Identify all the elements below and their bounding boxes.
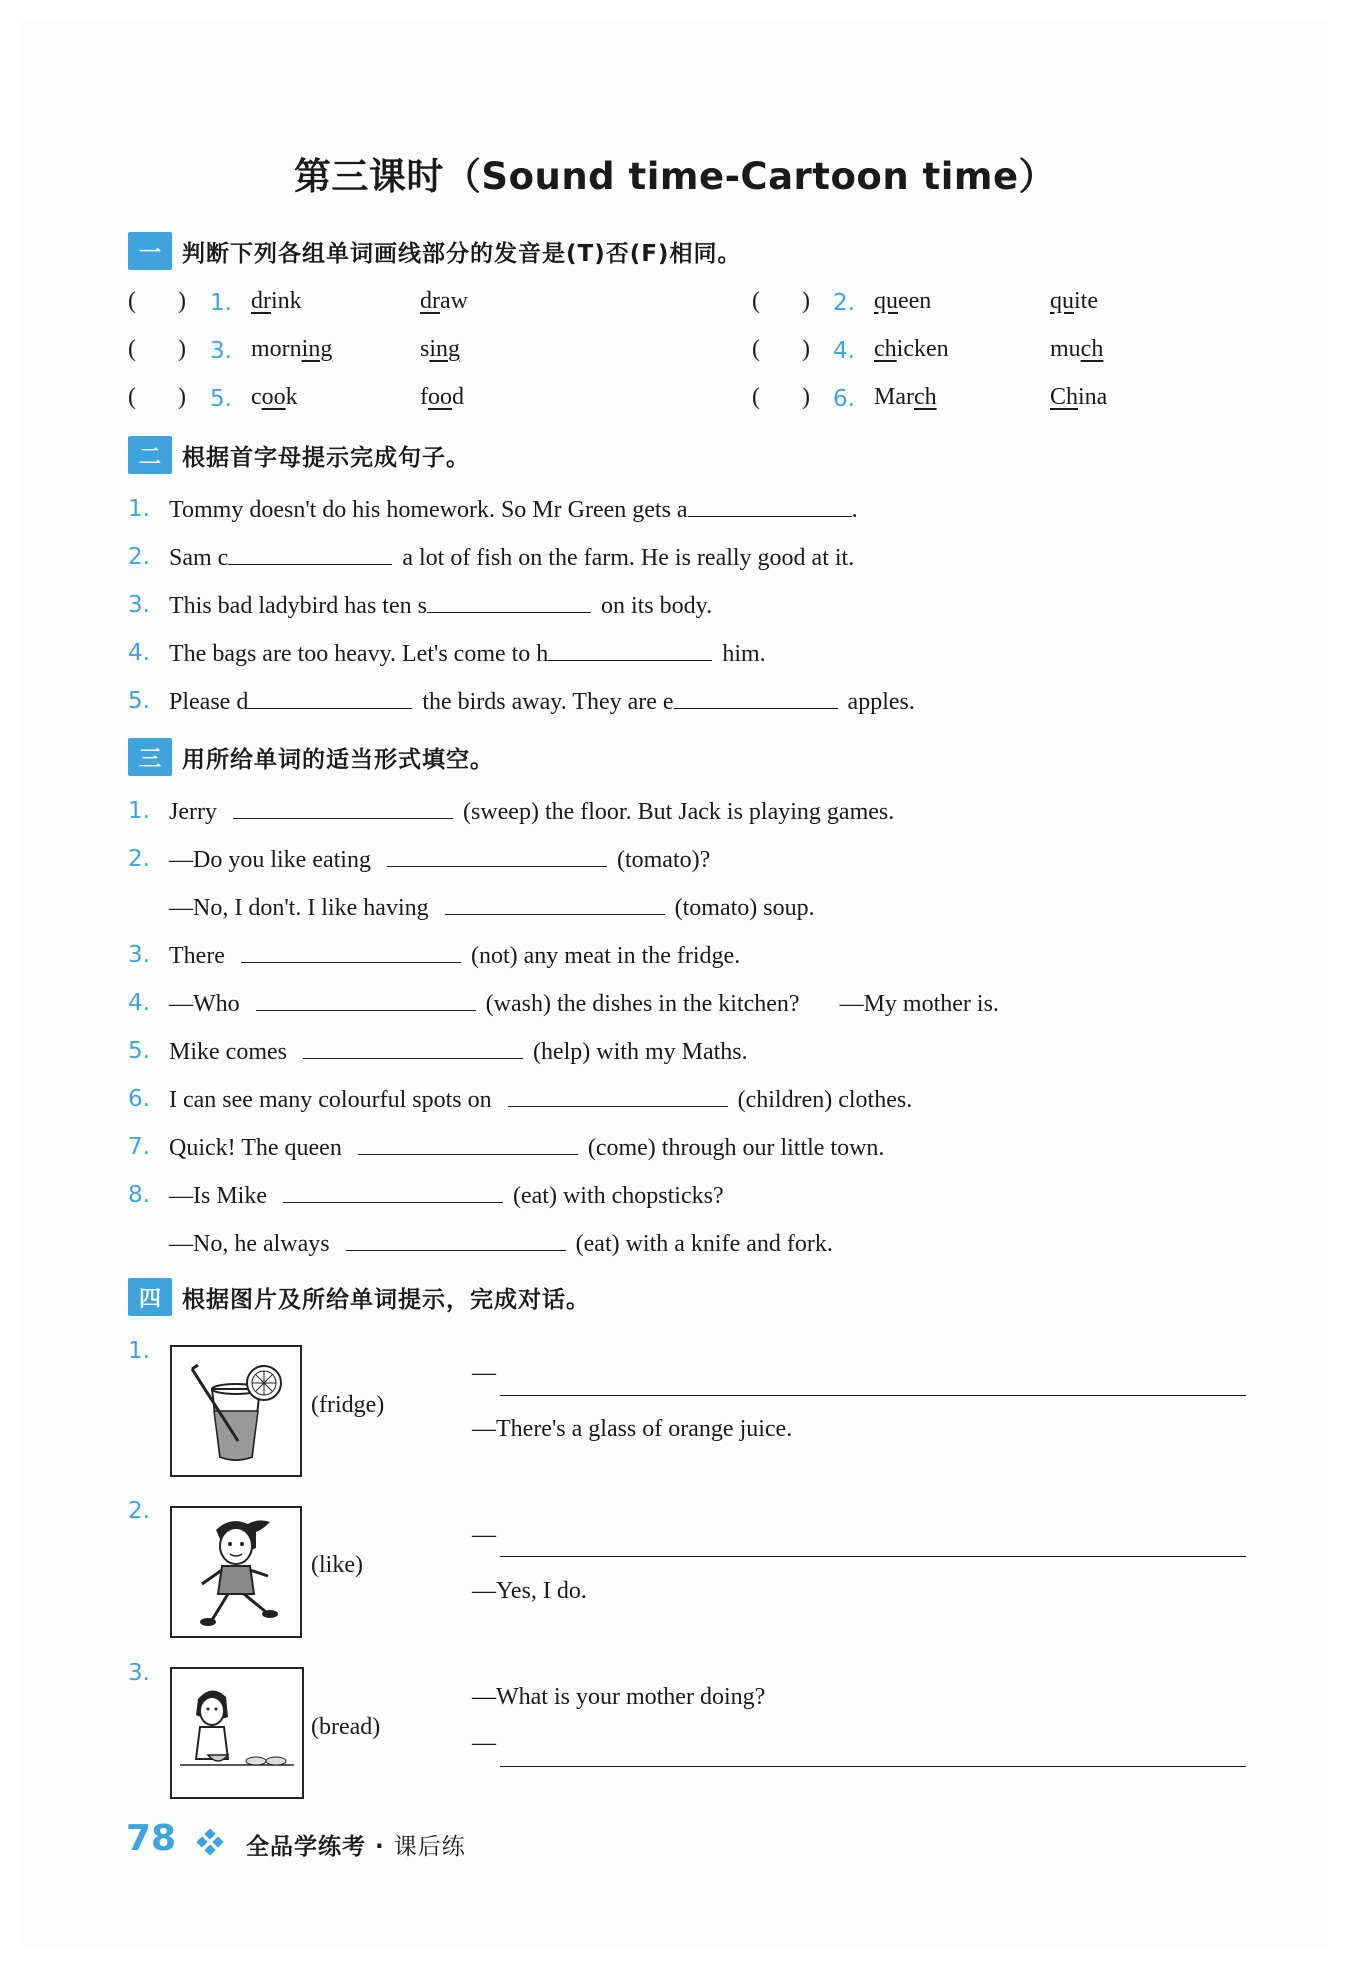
- word-a: chicken: [874, 336, 949, 362]
- sentence: Mike comes (help) with my Maths.: [169, 1036, 748, 1066]
- item-number: 7.: [128, 1134, 150, 1160]
- running-girl-picture: [170, 1506, 302, 1638]
- page-number: 78: [126, 1818, 177, 1859]
- section-title: 用所给单词的适当形式填空。: [182, 746, 494, 773]
- word-a: morning: [251, 336, 333, 362]
- baking-icon: [172, 1669, 302, 1797]
- item-number: 3.: [128, 592, 150, 618]
- sentence: Tommy doesn't do his homework. So Mr Green gets a .: [169, 494, 858, 524]
- word-a: cook: [251, 384, 298, 410]
- item-number: 3.: [128, 942, 150, 968]
- dialogue-line: —: [472, 1522, 496, 1548]
- item-number: 5.: [128, 688, 150, 714]
- item-number: 2.: [128, 846, 150, 872]
- word-b: China: [1050, 384, 1108, 410]
- sentence: Sam c a lot of fish on the farm. He is really good at it.: [169, 542, 854, 572]
- item-number: 2.: [833, 290, 855, 316]
- fill-blank[interactable]: [508, 1084, 728, 1107]
- answer-paren[interactable]: ( ): [752, 384, 810, 410]
- section-header-2: [128, 436, 470, 474]
- item-number: 4.: [128, 640, 150, 666]
- sentence: The bags are too heavy. Let's come to h him.: [169, 638, 766, 668]
- fill-blank[interactable]: [283, 1180, 503, 1203]
- item-number: 5.: [128, 1038, 150, 1064]
- item-number: 1.: [128, 1338, 150, 1364]
- section-title: 根据首字母提示完成句子。: [182, 444, 470, 471]
- answer-paren[interactable]: ( ): [752, 288, 810, 314]
- item-number: 1.: [210, 290, 232, 316]
- dialogue-line: —There's a glass of orange juice.: [472, 1416, 793, 1442]
- mother-baking-picture: [170, 1667, 304, 1799]
- answer-line[interactable]: [500, 1766, 1246, 1767]
- fill-blank[interactable]: [427, 590, 591, 613]
- fill-blank[interactable]: [248, 686, 412, 709]
- answer-line[interactable]: [500, 1556, 1246, 1557]
- word-a: queen: [874, 288, 932, 314]
- word-b: food: [420, 384, 464, 410]
- fill-blank[interactable]: [241, 940, 461, 963]
- answer-paren[interactable]: ( ): [128, 288, 186, 314]
- word-hint: (bread): [311, 1714, 381, 1740]
- fill-blank[interactable]: [548, 638, 712, 661]
- item-number: 6.: [128, 1086, 150, 1112]
- sentence: This bad ladybird has ten s on its body.: [169, 590, 712, 620]
- sentence: Quick! The queen (come) through our little town.: [169, 1132, 884, 1162]
- fill-blank[interactable]: [256, 988, 476, 1011]
- dialogue-line: —: [472, 1360, 496, 1386]
- fill-blank[interactable]: [688, 494, 852, 517]
- section-header-1: [128, 232, 741, 270]
- item-number: 2.: [128, 1498, 150, 1524]
- fill-blank[interactable]: [228, 542, 392, 565]
- orange-juice-icon: [172, 1347, 300, 1475]
- answer-line[interactable]: [500, 1395, 1246, 1396]
- section-header-3: [128, 738, 494, 776]
- fill-blank[interactable]: [387, 844, 607, 867]
- section-badge: 一: [128, 232, 172, 270]
- fill-blank[interactable]: [303, 1036, 523, 1059]
- running-girl-icon: [172, 1508, 300, 1636]
- word-b: draw: [420, 288, 468, 314]
- item-number: 2.: [128, 544, 150, 570]
- word-b: quite: [1050, 288, 1098, 314]
- section-badge: 三: [128, 738, 172, 776]
- item-number: 4.: [128, 990, 150, 1016]
- item-number: 1.: [128, 798, 150, 824]
- item-number: 1.: [128, 496, 150, 522]
- fill-blank[interactable]: [346, 1228, 566, 1251]
- fill-blank[interactable]: [233, 796, 453, 819]
- section-badge: 四: [128, 1278, 172, 1316]
- section-badge: 二: [128, 436, 172, 474]
- answer-paren[interactable]: ( ): [752, 336, 810, 362]
- word-a: March: [874, 384, 937, 410]
- dialogue-line: —Yes, I do.: [472, 1578, 587, 1604]
- word-hint: (fridge): [311, 1392, 385, 1418]
- sentence: Jerry (sweep) the floor. But Jack is playing games.: [169, 796, 894, 826]
- dialogue-line: —What is your mother doing?: [472, 1684, 766, 1710]
- word-a: drink: [251, 288, 302, 314]
- answer-paren[interactable]: ( ): [128, 384, 186, 410]
- diamond-logo-icon: [196, 1828, 224, 1856]
- sentence: —Is Mike (eat) with chopsticks?: [169, 1180, 724, 1210]
- footer-brand: 全品学练考 · 课后练: [246, 1834, 466, 1860]
- sentence: —No, I don't. I like having (tomato) soup.: [169, 892, 815, 922]
- item-number: 6.: [833, 386, 855, 412]
- fill-blank[interactable]: [674, 686, 838, 709]
- sentence: I can see many colourful spots on (children) clothes.: [169, 1084, 912, 1114]
- word-hint: (like): [311, 1552, 363, 1578]
- sentence: Please d the birds away. They are e apples.: [169, 686, 915, 716]
- answer-paren[interactable]: ( ): [128, 336, 186, 362]
- fill-blank[interactable]: [358, 1132, 578, 1155]
- orange-juice-picture: [170, 1345, 302, 1477]
- item-number: 3.: [128, 1660, 150, 1686]
- sentence: —No, he always (eat) with a knife and fork.: [169, 1228, 833, 1258]
- section-header-4: [128, 1278, 590, 1316]
- sentence: —Do you like eating (tomato)?: [169, 844, 710, 874]
- item-number: 8.: [128, 1182, 150, 1208]
- section-title: 判断下列各组单词画线部分的发音是(T)否(F)相同。: [182, 240, 742, 267]
- fill-blank[interactable]: [445, 892, 665, 915]
- word-b: sing: [420, 336, 461, 362]
- page-title: 第三课时（Sound time-Cartoon time）: [293, 155, 1057, 198]
- item-number: 4.: [833, 338, 855, 364]
- item-number: 5.: [210, 386, 232, 412]
- section-title: 根据图片及所给单词提示，完成对话。: [182, 1286, 590, 1313]
- sentence: There (not) any meat in the fridge.: [169, 940, 740, 970]
- sentence: —Who (wash) the dishes in the kitchen? —My mother is.: [169, 988, 999, 1018]
- word-b: much: [1050, 336, 1104, 362]
- dialogue-line: —: [472, 1730, 496, 1756]
- item-number: 3.: [210, 338, 232, 364]
